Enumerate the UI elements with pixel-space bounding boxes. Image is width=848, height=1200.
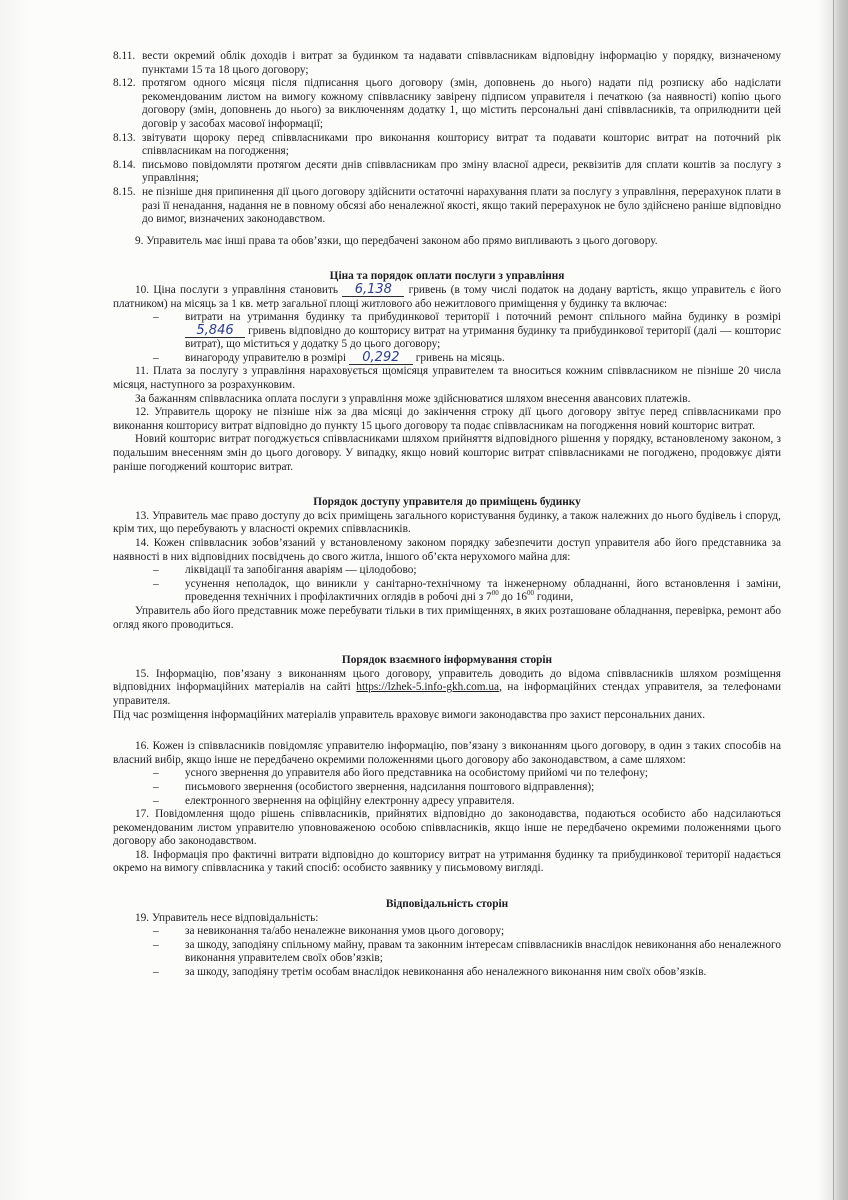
bullet-text: за невиконання та/або неналежне виконання умов цього договору; [185, 925, 505, 938]
bullet-text: письмового звернення (особистого звернення, надсилання поштового відправлення); [185, 780, 595, 793]
time-superscript: 00 [527, 589, 535, 598]
dash-marker: – [153, 351, 159, 364]
time-superscript: 00 [491, 589, 499, 598]
clause-12: 12. Управитель щороку не пізніше ніж за два місяці до закінчення строку дії цього договору звітує перед співвласниками про виконання кошторису витрат відповідно до пункту 15 цього договору та подає співвласникам на погодження новий кошторис витрат. [113, 406, 781, 432]
dash-marker: – [153, 925, 159, 938]
access-bullet-accidents [113, 564, 781, 578]
section-heading-info: Порядок взаємного інформування сторін [341, 654, 553, 667]
clause-11-extra: За бажанням співвласника оплата послуги з управління може здійснюватися шляхом внесення авансових платежів. [135, 392, 691, 405]
clause-10-text-a: 10. Ціна послуги з управління становить [135, 283, 339, 296]
resp-bullet-third-party-damage [113, 966, 781, 980]
dash-marker: – [153, 966, 159, 979]
dash-marker: – [153, 780, 159, 793]
bullet-text-a: усунення неполадок, що виникли у санітарно-технічному та інженерному обладнанні, його встановлення і заміни, проведення технічних і профілактичних оглядів в робочі дні з 7 [185, 577, 781, 604]
clause-17: 17. Повідомлення щодо рішень співвласників, прийнятих відповідно до законодавства, подаються особисто або надсилаються рекомендованим листом управителю уповноваженою особою співвласників, якщо інше не передбачено окремими положеннями цього договору або законодавством. [113, 808, 781, 848]
clause-text: письмово повідомляти протягом десяти днів співвласникам про зміну власної адреси, реквізитів для сплати коштів за послугу з управління; [142, 158, 781, 185]
clause-15-text-b: , на інформаційних стендах управителя, за телефонами управителя. [113, 681, 781, 707]
price-component-maintenance [113, 311, 781, 352]
clause-16: 16. Кожен із співвласників повідомляє управителю інформацію, пов’язану з виконанням цього договору, в один з таких способів на власний вибір, якщо інше не передбачено окремими положеннями цього договору або законодавством, а саме шляхом: [113, 740, 781, 766]
clause-number: 8.13. [113, 131, 136, 144]
clause-8-15 [113, 186, 781, 227]
clause-text: не пізніше дня припинення дії цього договору здійснити остаточні нарахування плати за послугу з управління, перерахунок плати в разі її ненадання, надання не в повному обсязі або неналежної якості, якщо такий перерахунок не було здійснено раніше відповідно до вимог, визначених законодавством. [142, 185, 781, 226]
section-heading-price: Ціна та порядок оплати послуги з управління [329, 270, 565, 283]
clause-15-text-a: 15. Інформацію, пов’язану з виконанням цього договору, управитель доводить до відома співвласників шляхом розміщення відповідних інформаційних матеріалів на сайті [113, 667, 781, 694]
page-edge-shadow [833, 0, 834, 1200]
clause-10-text-b: гривень (в тому числі податок на додану вартість, якщо управитель є його платником) на місяць за 1 кв. метр загальної площі житлового або нежитлового приміщення у будинку та включає: [113, 283, 782, 310]
dash-marker: – [153, 767, 159, 780]
bullet-text [185, 349, 781, 366]
bullet-text: за шкоду, заподіяну спільному майну, правам та законним інтересам співвласників внаслідок невиконання або неналежного виконання управителем своїх обов’язків; [185, 938, 781, 965]
clause-text: вести окремий облік доходів і витрат за будинком та надавати співвласникам відповідну інформацію у порядку, визначеному пунктами 15 та 18 цього договору; [142, 50, 781, 76]
bullet-text-mid: до 16 [498, 591, 528, 604]
document-body [113, 50, 781, 980]
clause-15 [113, 668, 781, 709]
bullet-text: усного звернення до управителя або його представника на особистому прийомі чи по телефону; [185, 767, 648, 780]
dash-marker: – [153, 577, 159, 590]
info-bullet-oral [113, 767, 781, 781]
resp-bullet-nonperformance [113, 925, 781, 939]
handwritten-reward-field: 0,292 [349, 352, 413, 365]
clause-number: 8.11. [113, 50, 136, 62]
clause-8-12 [113, 77, 781, 131]
access-bullet-repairs [113, 578, 781, 605]
clause-15-extra: Під час розміщення інформаційних матеріалів управитель враховує вимоги законодавства про захист персональних даних. [113, 708, 706, 721]
bullet-text [185, 578, 781, 605]
dash-marker: – [153, 564, 159, 577]
handwritten-maintenance-field: 5,846 [185, 325, 245, 338]
clause-13: 13. Управитель має право доступу до всіх приміщень загального користування будинку, а також належних до нього будівель і споруд, крім тих, що перебувають у власності окремих співвласників. [113, 509, 781, 536]
resp-bullet-property-damage [113, 939, 781, 966]
clause-8-14 [113, 159, 781, 186]
website-link[interactable]: https://lzhek-5.info-gkh.com.ua [356, 681, 500, 694]
dash-marker: – [153, 311, 159, 324]
clause-9: 9. Управитель має інші права та обов’язки, що передбачені законом або прямо випливають з цього договору. [135, 234, 658, 247]
clause-19: 19. Управитель несе відповідальність: [135, 911, 319, 924]
clause-12-extra: Новий кошторис витрат погоджується співвласниками шляхом прийняття відповідного рішення у порядку, встановленому законом, з подальшим внесенням змін до цього договору. У випадку, якщо новий кошторис витрат співвласниками не погоджено, продовжує діяти раніше погоджений кошторис витрат. [113, 433, 781, 473]
clause-8-13 [113, 132, 781, 159]
dash-marker: – [153, 794, 159, 807]
bullet-text-b: гривень на місяць. [415, 351, 505, 364]
clause-number: 8.12. [113, 77, 136, 90]
bullet-text-b: гривень відповідно до кошторису витрат на утримання будинку та прибудинкової території (далі — кошторис витрат), що міститься у додатку 5 до цього договору; [185, 324, 781, 351]
bullet-text: ліквідації та запобігання аваріям — цілодобово; [185, 564, 417, 577]
clause-11: 11. Плата за послугу з управління нараховується щомісяця управителем та вноситься кожним співвласником не пізніше 20 числа місяця, наступного за розрахунковим. [113, 365, 781, 392]
clause-8-11 [113, 50, 781, 77]
clause-text: звітувати щороку перед співвласниками про виконання кошторису витрат та подавати кошторис витрат на поточний рік співвласникам на погодження; [142, 131, 781, 158]
clause-14-extra: Управитель або його представник може перебувати тільки в тих приміщеннях, в яких розташоване обладнання, перевірка, ремонт або огляд якого проводиться. [113, 604, 781, 631]
bullet-text: електронного звернення на офіційну електронну адресу управителя. [185, 794, 515, 807]
bullet-text-a: витрати на утримання будинку та прибудинкової території і поточний ремонт спільного майна будинку в розмірі [185, 311, 781, 324]
info-bullet-electronic [113, 795, 781, 809]
handwritten-price-field: 6,138 [342, 284, 404, 297]
clause-number: 8.14. [113, 158, 136, 171]
clause-18: 18. Інформація про фактичні витрати відповідно до кошторису витрат на утримання будинку та прибудинкової території надається окремо на вимогу співвласника у такий спосіб: особисто заявнику у письмовому вигляді. [113, 848, 781, 875]
bullet-text-a: винагороду управителю в розмірі [185, 351, 347, 364]
dash-marker: – [153, 938, 159, 951]
bullet-text [185, 311, 781, 352]
bullet-text-end: години, [534, 591, 574, 604]
clause-number: 8.15. [113, 185, 136, 198]
clause-14: 14. Кожен співвласник зобов’язаний у встановленому законом порядку забезпечити доступ управителя або його представника за наявності в них відповідних посвідчень до свого житла, іншого об’єкта нерухомого майна для: [113, 537, 781, 563]
info-bullet-written [113, 781, 781, 795]
section-heading-responsibility: Відповідальність сторін [385, 898, 509, 911]
bullet-text: за шкоду, заподіяну третім особам внаслідок невиконання або неналежного виконання ним своїх обов’язків. [185, 966, 707, 979]
clause-text: протягом одного місяця після підписання цього договору (змін, доповнень до нього) надати під розписку або надіслати рекомендованим листом на вимогу кожному співвласнику завірену підписом управителя і печаткою (за наявності) копію цього договору (змін, доповнень до нього) за виключенням додатку 1, що містить персональні дані співвласників, та оприлюднити цей договір у засобах масової інформації; [142, 77, 781, 130]
price-component-reward [113, 349, 781, 366]
clause-10 [113, 281, 782, 311]
section-heading-access: Порядок доступу управителя до приміщень будинку [313, 496, 581, 509]
